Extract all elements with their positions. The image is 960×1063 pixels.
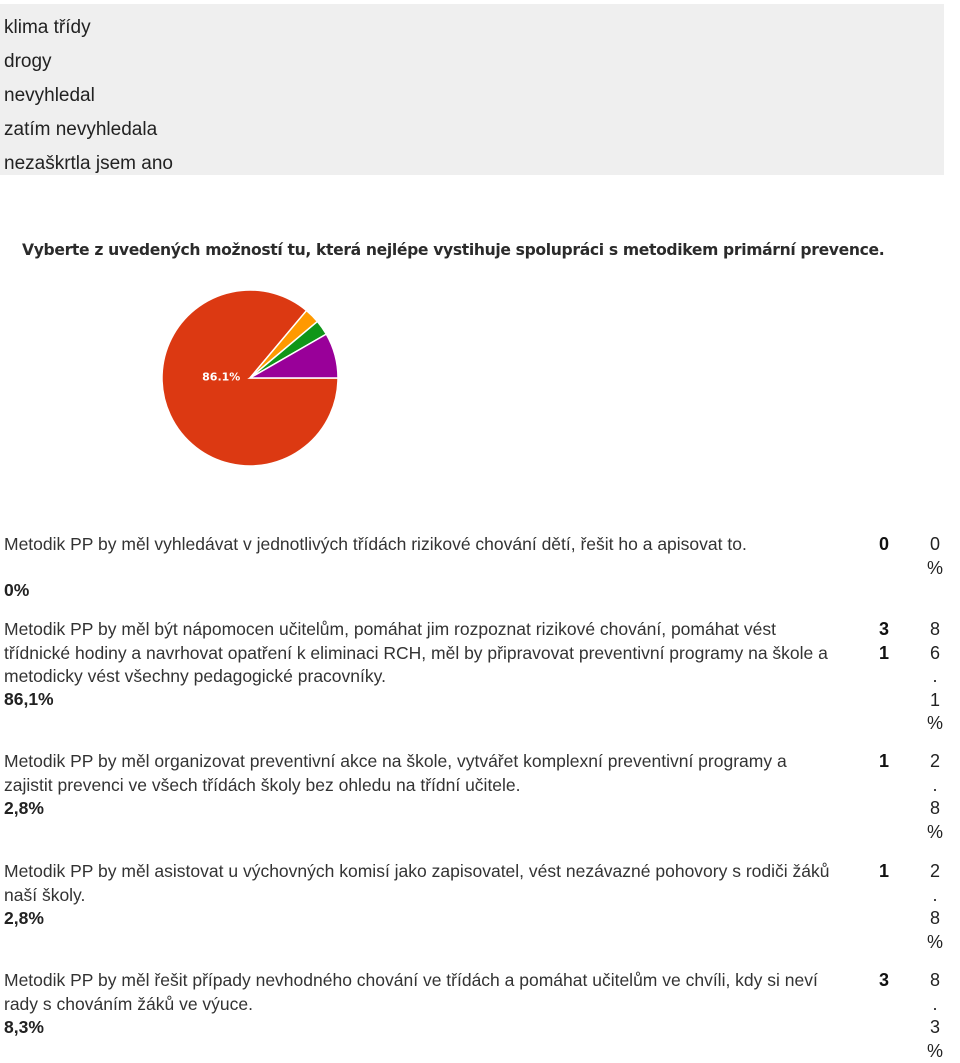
percent-char: .: [925, 774, 945, 798]
percent-char: 8: [925, 907, 945, 931]
answer-percent-column: [925, 533, 945, 580]
percent-char: %: [925, 1040, 945, 1063]
answer-count-char: 3: [879, 969, 895, 993]
percent-char: 8: [925, 797, 945, 821]
answer-count: [879, 969, 895, 993]
answer-count: [879, 860, 895, 884]
pie-chart: [150, 280, 350, 480]
answer-option-percent: 2,8%: [4, 908, 44, 929]
percent-char: %: [925, 821, 945, 845]
answer-option-percent: 86,1%: [4, 689, 54, 710]
percent-char: 2: [925, 750, 945, 774]
answer-count-char: 1: [879, 642, 895, 666]
percent-char: 8: [925, 969, 945, 993]
percent-char: 1: [925, 689, 945, 713]
percent-char: %: [925, 712, 945, 736]
answer-option-text: Metodik PP by měl asistovat u výchovných komisí jako zapisovatel, vést nezávazné pohovory s rodiči žáků naší školy.: [4, 860, 834, 907]
answer-count: [879, 750, 895, 774]
percent-char: .: [925, 665, 945, 689]
percent-char: 3: [925, 1016, 945, 1040]
percent-char: 8: [925, 618, 945, 642]
answer-text: nezaškrtla jsem ano: [4, 152, 173, 176]
answer-option-text: Metodik PP by měl řešit případy nevhodného chování ve třídách a pomáhat učitelům ve chvíli, kdy si neví rady s chováním žáků ve výuce.: [4, 969, 834, 1016]
answer-count: [879, 533, 895, 557]
previous-answers-box: [0, 4, 944, 175]
answer-percent-column: [925, 860, 945, 954]
percent-char: 6: [925, 642, 945, 666]
percent-char: %: [925, 557, 945, 581]
pie-slice-label: 86.1%: [202, 370, 240, 383]
answer-count-char: 1: [879, 860, 895, 884]
answer-count-char: 0: [879, 533, 895, 557]
answer-option-percent: 2,8%: [4, 798, 44, 819]
chart-title: Vyberte z uvedených možností tu, která nejlépe vystihuje spolupráci s metodikem primární prevence.: [22, 241, 960, 259]
answer-count: [879, 618, 895, 665]
percent-char: .: [925, 993, 945, 1017]
percent-char: %: [925, 931, 945, 955]
answer-option-percent: 8,3%: [4, 1017, 44, 1038]
pie-chart-svg: [150, 280, 350, 480]
answer-percent-column: [925, 750, 945, 844]
answer-percent-column: [925, 618, 945, 736]
percent-char: 0: [925, 533, 945, 557]
answer-text: klima třídy: [4, 16, 91, 40]
percent-char: 2: [925, 860, 945, 884]
answer-option-text: Metodik PP by měl vyhledávat v jednotlivých třídách rizikové chování dětí, řešit ho a apisovat to.: [4, 533, 834, 557]
answer-option-text: Metodik PP by měl být nápomocen učitelům, pomáhat jim rozpoznat rizikové chování, pomáhat vést třídnické hodiny a navrhovat opatření k eliminaci RCH, měl by připravovat preventivní programy na škole a metodicky vést všechny pedagogické pracovníky.: [4, 618, 834, 689]
answer-option-percent: 0%: [4, 580, 29, 601]
answer-text: nevyhledal: [4, 84, 95, 108]
answer-text: drogy: [4, 50, 52, 74]
percent-char: .: [925, 884, 945, 908]
answer-text: zatím nevyhledala: [4, 118, 157, 142]
answer-percent-column: [925, 969, 945, 1063]
answer-count-char: 1: [879, 750, 895, 774]
answer-option-text: Metodik PP by měl organizovat preventivní akce na škole, vytvářet komplexní preventivní programy a zajistit prevenci ve všech třídách školy bez ohledu na třídní učitele.: [4, 750, 834, 797]
answer-count-char: 3: [879, 618, 895, 642]
